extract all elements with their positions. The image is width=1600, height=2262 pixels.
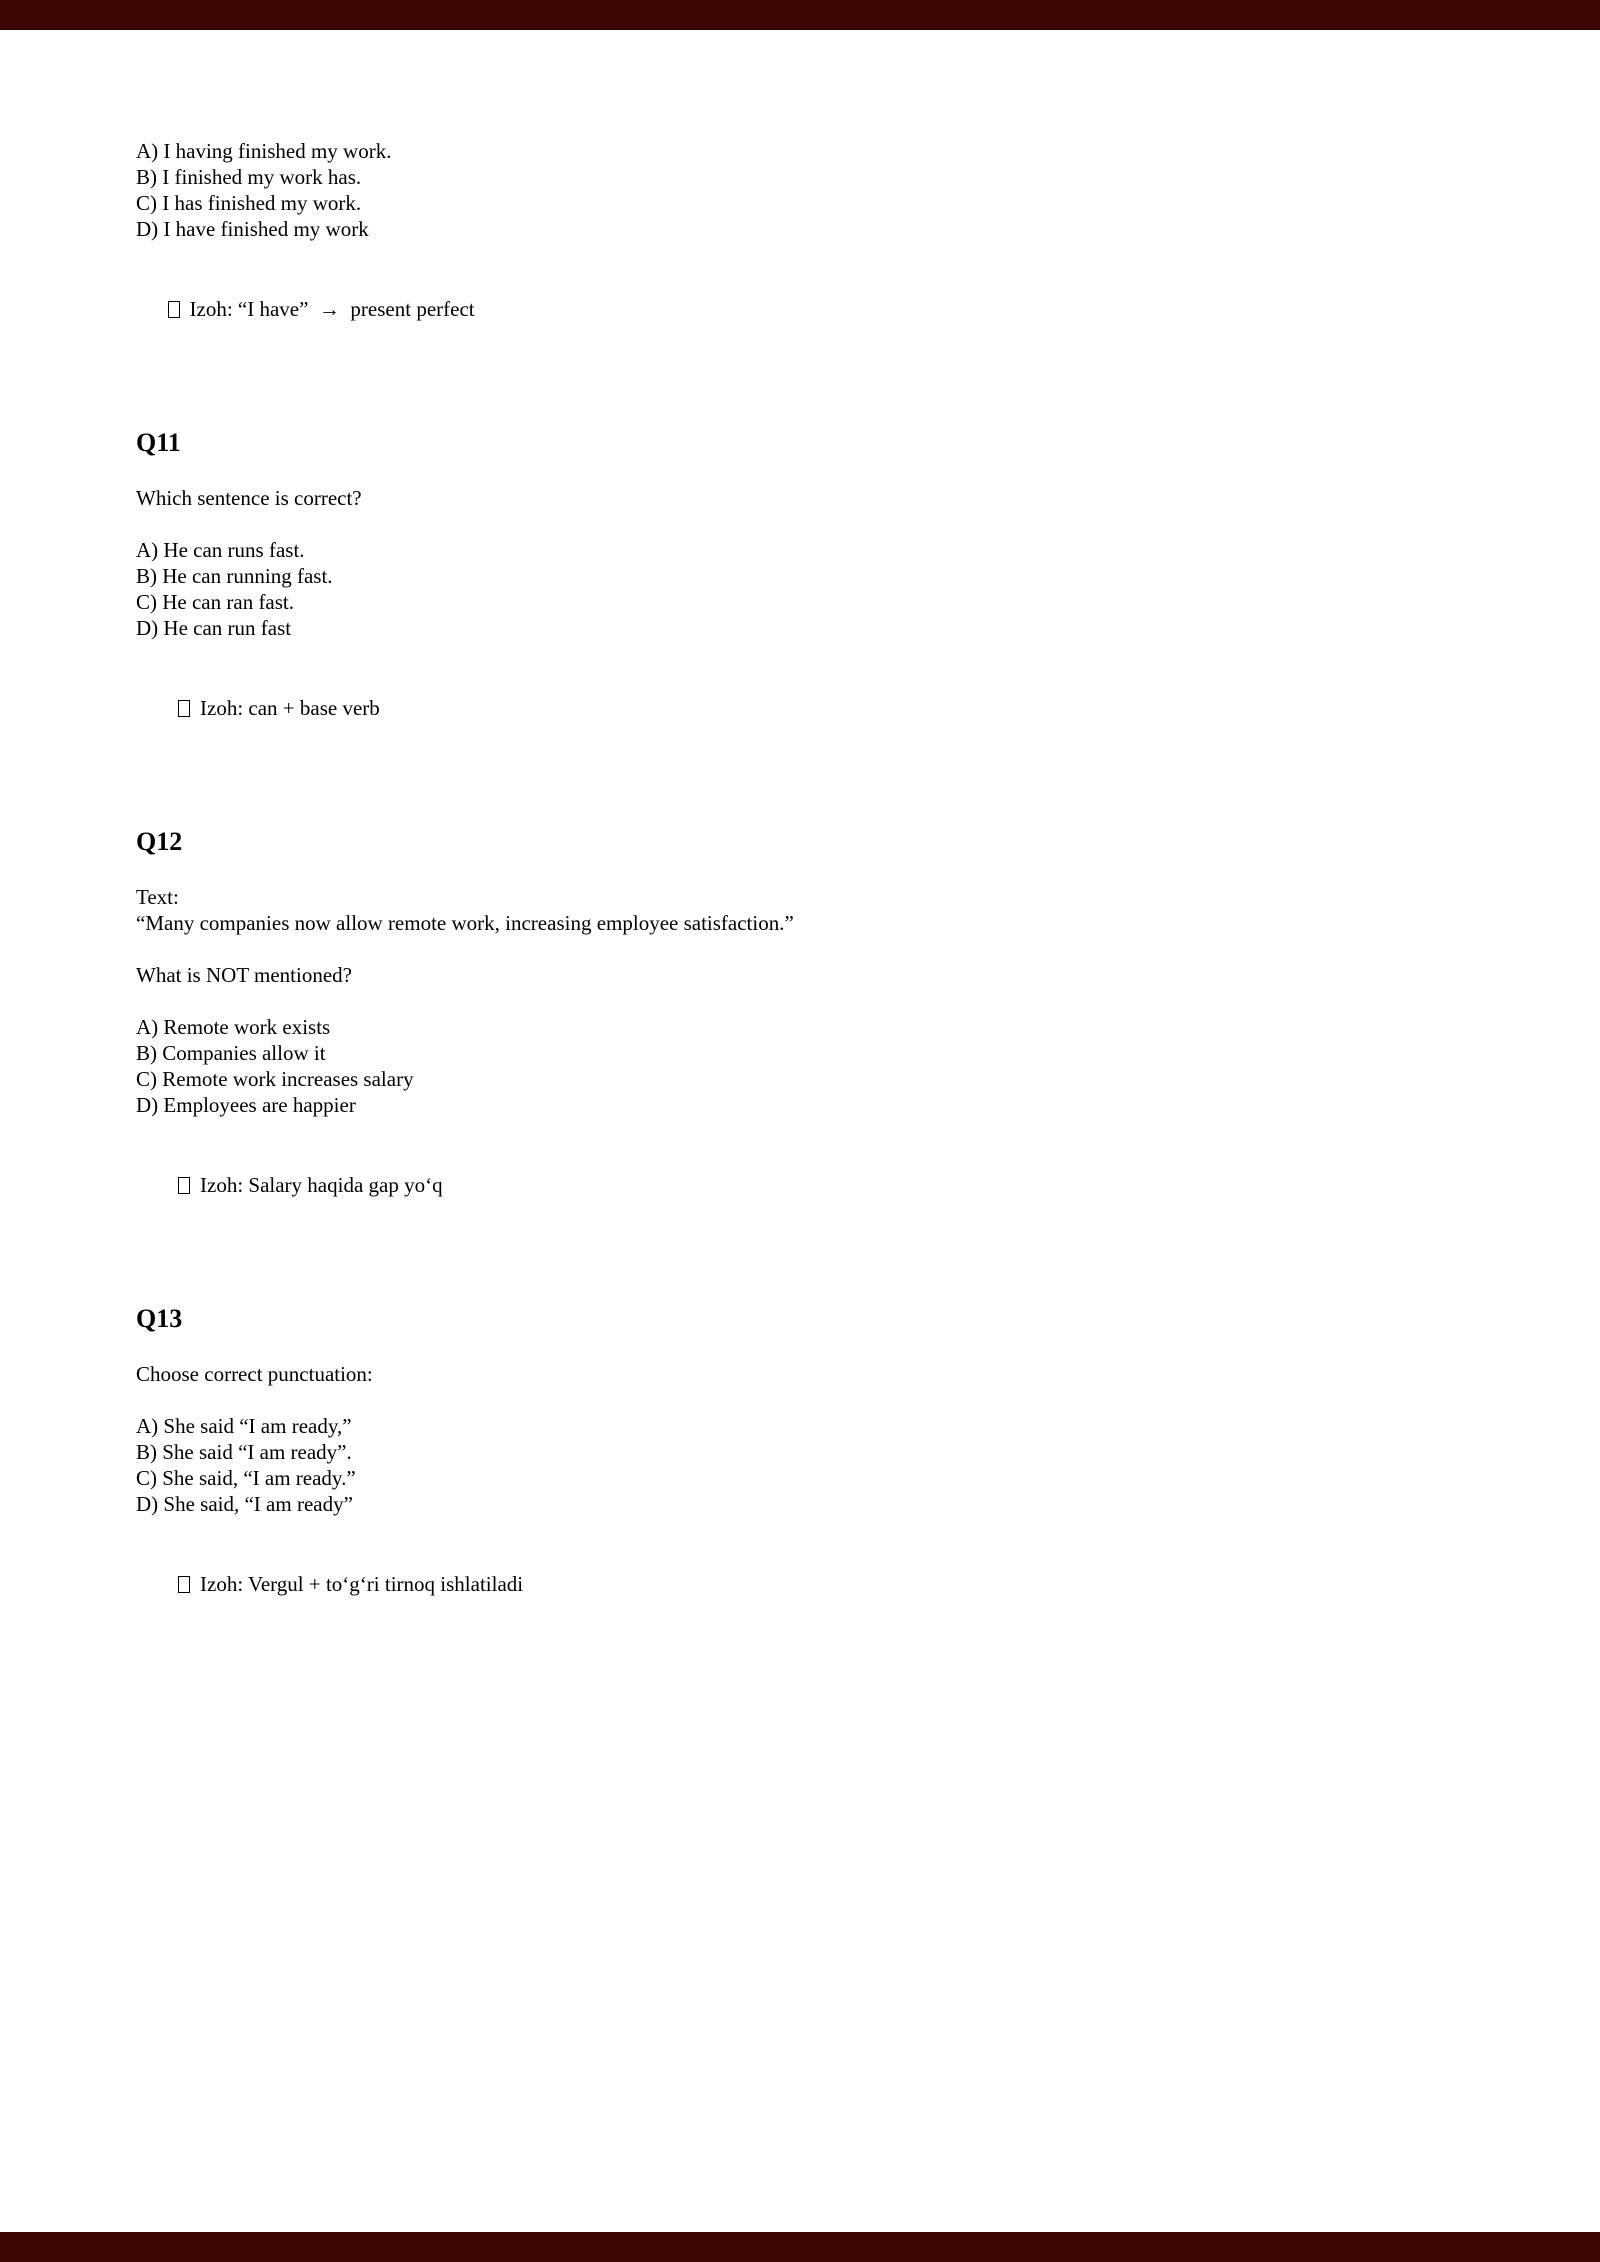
option-line: D) He can run fast bbox=[136, 616, 292, 640]
note-line bbox=[136, 669, 1490, 747]
option-line: C) I has finished my work. bbox=[136, 191, 362, 215]
option-line: C) She said, “I am ready.” bbox=[136, 1466, 356, 1490]
question-prompt: What is NOT mentioned? bbox=[136, 963, 352, 987]
question-heading: Q11 bbox=[136, 428, 181, 457]
option-line: B) I finished my work has. bbox=[136, 165, 362, 189]
previous-question-options bbox=[136, 138, 1490, 242]
missing-glyph-icon bbox=[178, 1576, 190, 1593]
question-options bbox=[136, 1413, 1490, 1517]
question-q11 bbox=[136, 428, 1490, 747]
option-line: C) Remote work increases salary bbox=[136, 1067, 414, 1091]
question-text-block bbox=[136, 884, 1490, 936]
note-text: Izoh: Vergul + to‘g‘ri tirnoq ishlatiladi bbox=[200, 1572, 524, 1596]
missing-glyph-icon bbox=[178, 700, 190, 717]
text-label: Text: bbox=[136, 885, 179, 909]
text-quote: “Many companies now allow remote work, increasing employee satisfaction.” bbox=[136, 911, 794, 935]
missing-glyph-icon bbox=[178, 1177, 190, 1194]
option-line: D) I have finished my work bbox=[136, 217, 369, 241]
option-line: B) He can running fast. bbox=[136, 564, 333, 588]
note-text: Izoh: can + base verb bbox=[200, 696, 380, 720]
question-prompt: Choose correct punctuation: bbox=[136, 1362, 373, 1386]
note-line bbox=[136, 270, 1490, 348]
bottom-accent-bar bbox=[0, 2232, 1600, 2262]
note-line bbox=[136, 1545, 1490, 1623]
question-prompt: Which sentence is correct? bbox=[136, 486, 362, 510]
option-line: D) Employees are happier bbox=[136, 1093, 356, 1117]
missing-glyph-icon bbox=[168, 301, 180, 318]
note-text: Izoh: Salary haqida gap yo‘q bbox=[200, 1173, 443, 1197]
question-options bbox=[136, 537, 1490, 641]
option-line: D) She said, “I am ready” bbox=[136, 1492, 353, 1516]
option-line: A) He can runs fast. bbox=[136, 538, 305, 562]
option-line: A) I having finished my work. bbox=[136, 139, 392, 163]
top-accent-bar bbox=[0, 0, 1600, 30]
question-heading: Q12 bbox=[136, 827, 183, 856]
option-line: C) He can ran fast. bbox=[136, 590, 295, 614]
note-text: Izoh: “I have” → present perfect bbox=[189, 297, 475, 321]
option-line: A) She said “I am ready,” bbox=[136, 1414, 352, 1438]
question-q13 bbox=[136, 1304, 1490, 1623]
question-heading: Q13 bbox=[136, 1304, 183, 1333]
option-line: B) Companies allow it bbox=[136, 1041, 326, 1065]
note-line bbox=[136, 1146, 1490, 1224]
option-line: A) Remote work exists bbox=[136, 1015, 331, 1039]
question-q12 bbox=[136, 827, 1490, 1224]
question-options bbox=[136, 1014, 1490, 1118]
option-line: B) She said “I am ready”. bbox=[136, 1440, 352, 1464]
